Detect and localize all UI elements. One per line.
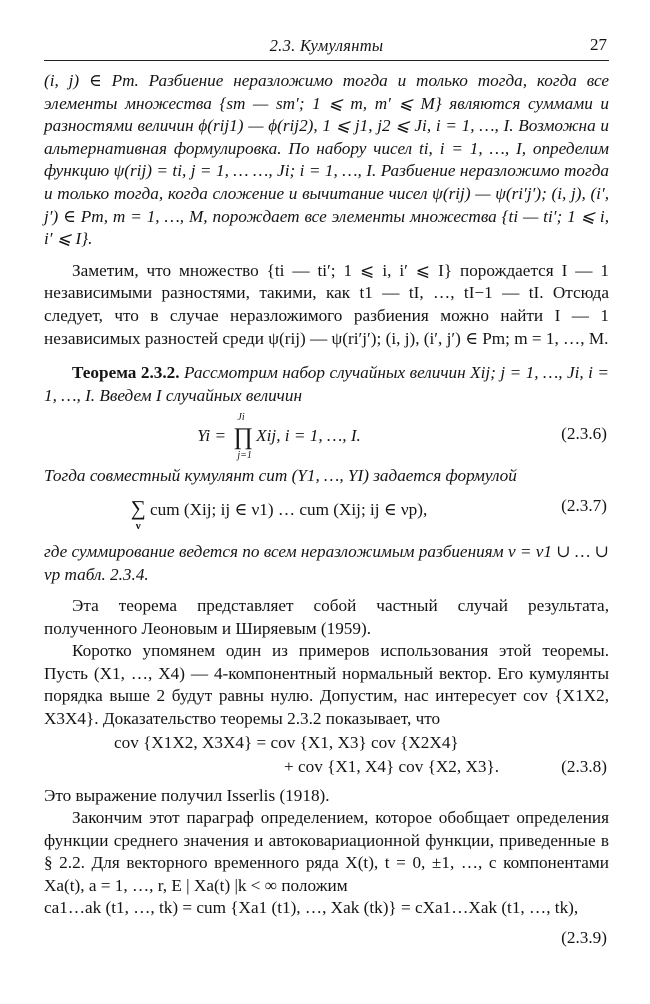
equation-body (44, 412, 514, 462)
equation-2-3-9 (44, 898, 609, 956)
page-header (44, 34, 609, 61)
equation-number: (2.3.6) (561, 424, 607, 444)
paragraph-definition: Закончим этот параграф определением, которое обобщает определения функции среднего значения и автоковариационной функции, приведенные в § 2.2. Для векторного временного ряда X(t), t = 0, ±1, …, с компонентами Xa(t), a = 1, …, r, E | Xa(t) |k < ∞ положим (44, 808, 609, 896)
product-lower-limit: j=1 (237, 450, 252, 462)
product-symbol: ∏ Ji j=1 (233, 412, 254, 462)
theorem-text: Рассмотрим набор случайных величин Xij; j = 1, …, Ji, i = 1, …, I. Введем I случайных величин (44, 363, 609, 405)
paragraph-gaussian-example: Коротко упомянем один из примеров использования этой теоремы. Пусть (X1, …, X4) — 4-компонентный нормальный вектор. Его кумулянты порядка выше 2 будут равны нулю. Допустим, нас интересует cov {X1X2, X3X4}. Доказательство теоремы 2.3.2 показывает, что (44, 641, 609, 729)
theorem-statement (44, 362, 609, 407)
running-title: 2.3. Кумулянты (269, 36, 384, 55)
paragraph-joint-cumulant: Тогда совместный кумулянт cum (Y1, …, YI) задается формулой (44, 466, 517, 486)
equation-2-3-6 (44, 407, 609, 465)
equation-rhs: Xij, i = 1, …, I. (256, 426, 361, 446)
equation-number: (2.3.7) (561, 495, 607, 515)
equation-rhs: cum (Xij; ij ∈ ν1) … cum (Xij; ij ∈ νp), (149, 499, 428, 519)
page-body (44, 70, 609, 956)
equation-number: (2.3.8) (561, 756, 607, 776)
paragraph-decomposition-criterion: (i, j) ∈ Pm. Разбиение неразложимо тогда и только тогда, когда все элементы множества {sm — sm′; 1 ⩽ m, m′ ⩽ M} являются суммами и разностями величин ϕ(rij1) — ϕ(rij2), 1 ⩽ j1, j2 ⩽ Ji, i = 1, …, I. Возможна и альтернативная формулировка. По набору чисел ti, i = 1, …, I, определим функцию ψ(rij) = ti, j = 1, … …, Ji; i = 1, …, I. Разбиение неразложимо тогда и только тогда, когда сложение и вычитание чисел ψ(rij) — ψ(ri′j′); (i, j), (i′, j′) ∈ Pm, m = 1, …, M, порождает все элементы множества {ti — ti′; 1 ⩽ i, i′ ⩽ I}. (44, 71, 609, 249)
equation-2-3-7 (44, 488, 609, 532)
equation-body (44, 495, 514, 532)
sum-symbol: ∑ ν (130, 495, 146, 532)
theorem-label: Теорема 2.3.2. (72, 363, 180, 383)
equation-number: (2.3.9) (561, 927, 607, 947)
paragraph-leonov-shiryaev: Эта теорема представляет собой частный случай результата, полученного Леоновым и Ширяевым (1959). (44, 596, 609, 638)
paragraph-isserlis: Это выражение получил Isserlis (1918). (44, 785, 330, 805)
product-upper-limit: Ji (237, 412, 245, 424)
equation-line-1: cov {X1X2, X3X4} = cov {X1, X3} cov {X2X4} (114, 732, 459, 752)
equation-line-2: + cov {X1, X4} cov {X2, X3}. (284, 756, 500, 776)
paragraph-independent-differences: Заметим, что множество {ti — ti′; 1 ⩽ i, i′ ⩽ I} порождается I — 1 независимыми разностями, такими, как t1 — tI, …, tI−1 — tI. Отсюда следует, что в случае неразложимого разбиения можно найти I — 1 независимых разностей среди ψ(rij) — ψ(ri′j′); (i, j), (i′, j′) ∈ Pm; m = 1, …, M. (44, 260, 609, 348)
page-number: 27 (590, 35, 607, 54)
equation-lhs: Yi = (197, 426, 231, 446)
equation-body: ca1…ak (t1, …, tk) = cum {Xa1 (t1), …, Xak (tk)} = cXa1…Xak (t1, …, tk), (44, 897, 579, 917)
sum-lower-index: ν (135, 519, 141, 532)
paragraph-summation-note: где суммирование ведется по всем неразложимым разбиениям ν = ν1 ∪ … ∪ νp табл. 2.3.4. (44, 541, 609, 584)
equation-2-3-8 (44, 731, 609, 785)
